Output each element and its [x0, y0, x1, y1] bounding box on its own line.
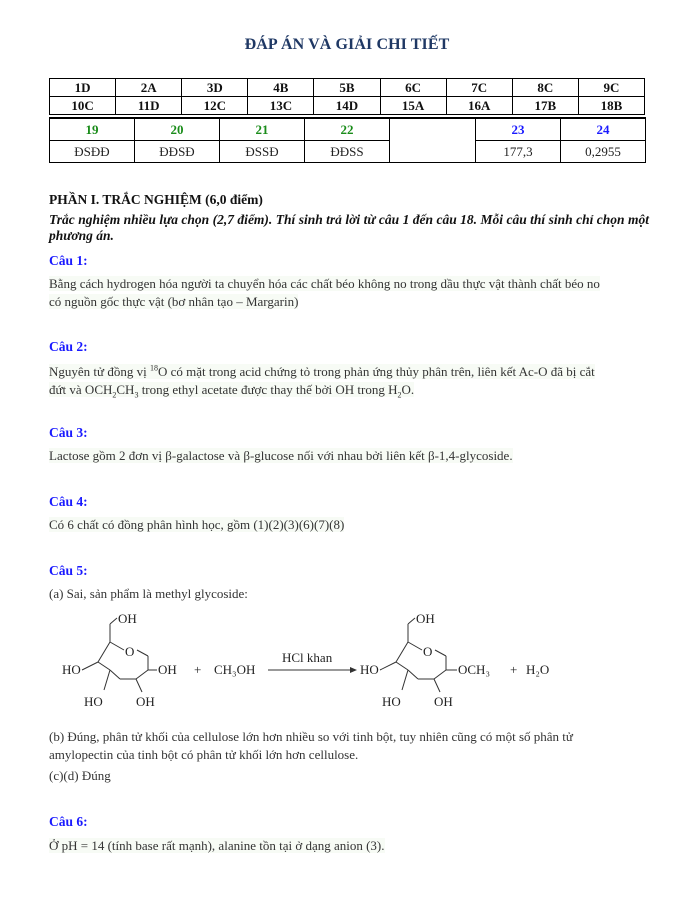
question-number-21: 21	[220, 118, 305, 141]
answer-23: 177,3	[476, 141, 561, 163]
methyl-glycoside-ring	[380, 618, 457, 692]
answer-cell: 6C	[380, 79, 446, 97]
question-3-answer	[49, 447, 649, 465]
answer-line: Ở pH = 14 (tính base rất mạnh), alanine tồn tại ở dạng anion (3).	[49, 838, 385, 853]
section-heading: PHẦN I. TRẮC NGHIỆM (6,0 điểm)	[49, 192, 263, 207]
oh-right-label: OH	[158, 662, 177, 677]
answer-cell: 8C	[512, 79, 578, 97]
answer-22: ĐĐSS	[305, 141, 390, 163]
ho-bottom-left-label: HO	[84, 694, 103, 709]
water-byproduct: H₂O	[526, 662, 550, 677]
text: trong ethyl acetate được thay thế bởi OH trong H	[138, 382, 398, 398]
ring-oxygen-label: O	[125, 644, 135, 659]
answer-24: 0,2955	[561, 141, 646, 163]
plus-sign-2: +	[510, 662, 518, 677]
question-5-part-cd	[49, 767, 649, 785]
glucose-ring	[82, 618, 157, 692]
answer-cell: 11D	[116, 97, 182, 115]
ho-left-label: HO	[62, 662, 81, 677]
question-5-part-a	[49, 585, 649, 603]
product-ring-oxygen-label: O	[423, 644, 433, 659]
question-label-6: Câu 6:	[49, 814, 88, 829]
product-ho-left-label: HO	[360, 662, 379, 677]
answer-cell: 18B	[578, 97, 644, 115]
answer-line: Lactose gồm 2 đơn vị β-galactose và β-glucose nối với nhau bởi liên kết β-1,4-glycoside.	[49, 448, 513, 463]
answer-cell: 2A	[116, 79, 182, 97]
answer-line	[49, 382, 415, 400]
answer-cell: 5B	[314, 79, 380, 97]
section-subheading: Trắc nghiệm nhiều lựa chọn (2,7 điểm). Thí sinh trả lời từ câu 1 đến câu 18. Mỗi câu thí sinh chỉ chọn một phương án.	[49, 212, 649, 243]
answer-cell: 14D	[314, 97, 380, 115]
answer-line: (c)(d) Đúng	[49, 768, 111, 783]
question-5-part-b	[49, 728, 649, 764]
question-label-1: Câu 1:	[49, 253, 88, 268]
table-row-answers	[50, 141, 646, 163]
text: O có mặt trong acid chứng tỏ trong phản ứng thủy phân trên, liên kết Ac-O đã bị cắt	[157, 364, 595, 380]
question-label-2: Câu 2:	[49, 339, 88, 354]
answer-line: có nguồn gốc thực vật (bơ nhân tạo – Margarin)	[49, 294, 299, 309]
question-label-4: Câu 4:	[49, 494, 88, 509]
subscript: 3	[134, 390, 139, 400]
answer-line: Có 6 chất có đồng phân hình học, gồm (1)(2)(3)(6)(7)(8)	[49, 517, 345, 532]
table-row-headers	[50, 118, 646, 141]
answer-cell: 3D	[182, 79, 248, 97]
page-title: ĐÁP ÁN VÀ GIẢI CHI TIẾT	[244, 36, 450, 53]
answer-line: (a) Sai, sản phẩm là methyl glycoside:	[49, 586, 248, 601]
text: O.	[401, 382, 415, 398]
text: Nguyên tử đồng vị	[49, 364, 150, 380]
answer-cell: 13C	[248, 97, 314, 115]
question-number-20: 20	[135, 118, 220, 141]
table-row	[50, 79, 645, 97]
answer-cell: 15A	[380, 97, 446, 115]
question-2-answer	[49, 361, 649, 404]
answer-cell: 17B	[512, 97, 578, 115]
question-1-answer	[49, 275, 649, 311]
answer-line: Bằng cách hydrogen hóa người ta chuyển hóa các chất béo không no trong dầu thực vật thành chất béo no	[49, 276, 600, 291]
text: đứt và OCH	[49, 382, 113, 398]
answer-cell: 12C	[182, 97, 248, 115]
question-number-23: 23	[476, 118, 561, 141]
question-number-24: 24	[561, 118, 646, 141]
question-4-answer	[49, 516, 649, 534]
glycoside-reaction-svg	[52, 606, 572, 716]
answer-cell: 9C	[578, 79, 644, 97]
answer-cell: 10C	[50, 97, 116, 115]
question-label-3: Câu 3:	[49, 425, 88, 440]
answer-cell: 7C	[446, 79, 512, 97]
oh-top-label: OH	[118, 611, 137, 626]
answer-cell: 4B	[248, 79, 314, 97]
reaction-condition: HCl khan	[282, 650, 333, 665]
answer-cell: 16A	[446, 97, 512, 115]
answer-line: amylopectin của tinh bột có phân tử khối lớn hơn cellulose.	[49, 747, 359, 762]
answer-line: (b) Đúng, phân tử khối của cellulose lớn hơn nhiều so với tinh bột, tuy nhiên cũng có một số phân tử	[49, 729, 573, 744]
reaction-arrow	[268, 667, 357, 673]
answer-line	[49, 364, 595, 379]
oh-bottom-right-label: OH	[136, 694, 155, 709]
answer-cell: 1D	[50, 79, 116, 97]
methanol-reagent: CH₃OH	[214, 662, 256, 677]
plus-sign: +	[194, 662, 202, 677]
question-number-19: 19	[50, 118, 135, 141]
question-number-22: 22	[305, 118, 390, 141]
reaction-diagram	[52, 606, 572, 716]
answer-table-true-false-short	[49, 117, 646, 163]
section-block	[49, 190, 649, 244]
text: CH	[116, 382, 135, 398]
product-oh-top-label: OH	[416, 611, 435, 626]
question-6-answer	[49, 837, 649, 855]
product-methoxy-label: OCH₃	[458, 662, 490, 677]
product-oh-bottom-right-label: OH	[434, 694, 453, 709]
table-row	[50, 97, 645, 115]
isotope-superscript: 18	[149, 364, 158, 373]
answer-20: ĐĐSĐ	[135, 141, 220, 163]
subscript: 2	[112, 390, 117, 400]
answer-table-multiple-choice	[49, 78, 645, 115]
answer-19: ĐSĐĐ	[50, 141, 135, 163]
answer-21: ĐSSĐ	[220, 141, 305, 163]
product-ho-bottom-left-label: HO	[382, 694, 401, 709]
empty-cell	[390, 118, 476, 163]
subscript: 2	[397, 390, 402, 400]
question-label-5: Câu 5:	[49, 563, 88, 578]
